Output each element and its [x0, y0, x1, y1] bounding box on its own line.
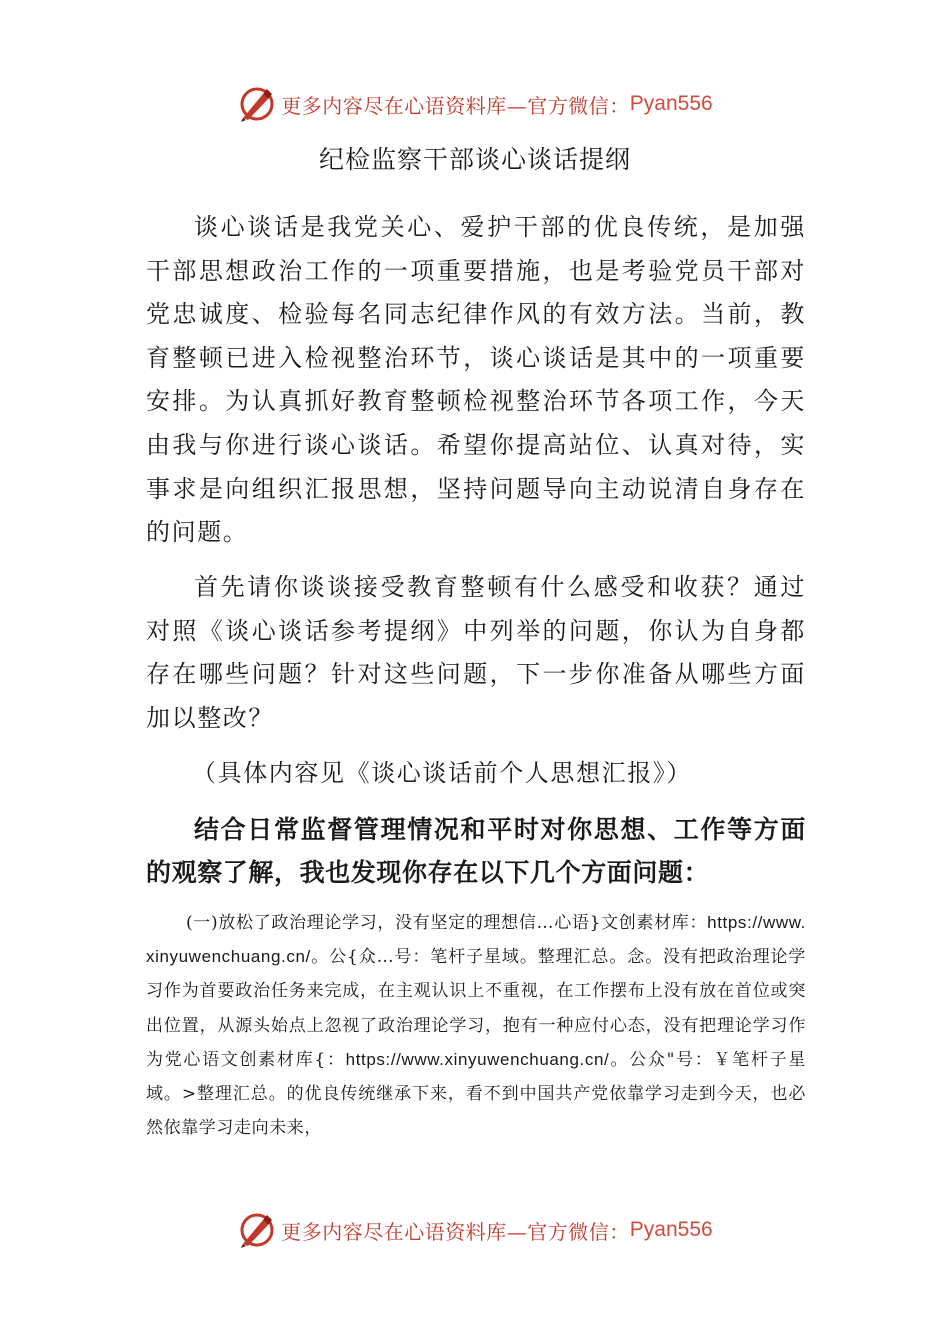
- banner-text: 更多内容尽在心语资料库—官方微信：: [281, 93, 630, 118]
- section-one-part-a: (一)放松了政治理论学习，没有坚定的理想信…心语}文创素材库：: [186, 913, 708, 933]
- paragraph-reference-note: （具体内容见《谈心谈话前个人思想汇报》）: [192, 759, 692, 787]
- source-url-link[interactable]: https://www.xinyuwenchuang.cn/: [146, 913, 806, 967]
- banner-wechat-id: Pyan556: [629, 92, 713, 115]
- pen-logo-icon: [237, 84, 277, 124]
- section-one-part-b: 。公{众…号：笔杆子星域。整理汇总。念。没有把政治理论学习作为首要政治任务来完成，在主观认识上不重视，在工作摆布上没有放在首位或突出位置，从源头始点上忽视了政治理论学习，抱有一种应付心态，没有把理论学习作为党心语文创素材库{：: [146, 947, 806, 1070]
- paragraph-intro: 谈心谈话是我党关心、爱护干部的优良传统，是加强干部思想政治工作的一项重要措施，也是考验党员干部对党忠诚度、检验每名同志纪律作风的有效方法。当前，教育整顿已进入检视整治环节，谈心谈话是其中的一项重要安排。为认真抓好教育整顿检视整治环节各项工作，今天由我与你进行谈心谈话。希望你提高站位、认真对待，实事求是向组织汇报思想，坚持问题导向主动说清自身存在的问题。: [146, 213, 806, 547]
- source-url-link[interactable]: https://www.xinyuwenchuang.cn/: [345, 1049, 610, 1069]
- pen-logo-icon: [237, 1210, 277, 1250]
- paragraph-findings-heading: 结合日常监督管理情况和平时对你思想、工作等方面的观察了解，我也发现你存在以下几个方面问题：: [146, 815, 806, 887]
- section-one-part-c: 。公众"号：￥笔杆子星域。>整理汇总。的优良传统继承下来，看不到中国共产党依靠学习走到今天，也必然依靠学习走向未来，: [146, 1049, 806, 1139]
- header-watermark-banner: [0, 82, 950, 126]
- paragraph-questions: 首先请你谈谈接受教育整顿有什么感受和收获？通过对照《谈心谈话参考提纲》中列举的问题，你认为自身都存在哪些问题？针对这些问题，下一步你准备从哪些方面加以整改？: [146, 573, 806, 732]
- section-one-text: [146, 906, 806, 1145]
- banner-wechat-id: Pyan556: [629, 1218, 713, 1241]
- banner-text: 更多内容尽在心语资料库—官方微信：: [281, 1219, 630, 1244]
- document-title: 纪检监察干部谈心谈话提纲: [318, 145, 631, 174]
- footer-watermark-banner: [0, 1208, 950, 1252]
